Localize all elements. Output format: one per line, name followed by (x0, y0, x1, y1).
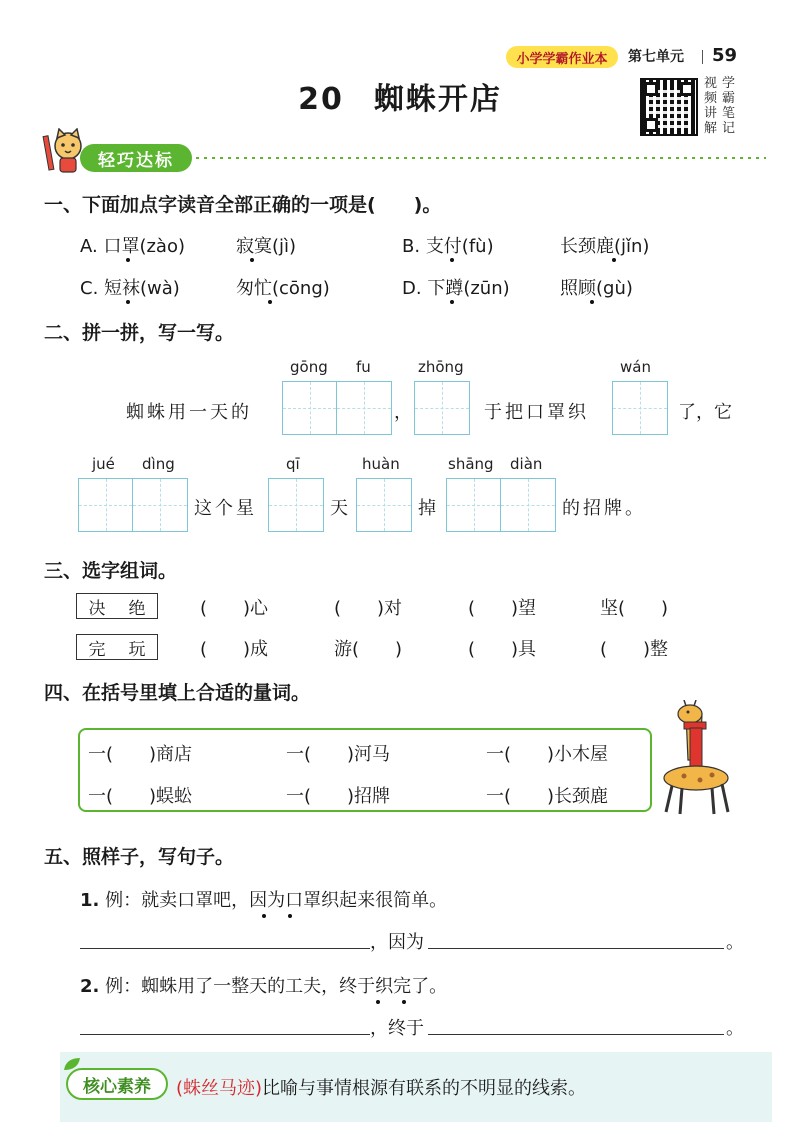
option-word: 短袜(wà) (104, 278, 180, 299)
option-word: 口罩(zào) (103, 236, 185, 257)
q1-option-b (402, 232, 494, 258)
measure-blank[interactable]: 一( )小木屋 (486, 744, 609, 765)
idiom-explanation: 比喻与事情根源有联系的不明显的线索。 (262, 1078, 587, 1099)
option-char: 决 (88, 598, 106, 619)
pinyin: wán (620, 358, 651, 376)
example-number: 1. (80, 890, 100, 911)
write-box-jueding[interactable] (78, 478, 188, 532)
lesson-number: 20 (298, 82, 344, 117)
option-char: 绝 (128, 598, 146, 619)
qr-label-notes: 学霸笔记 (722, 76, 736, 136)
q1-option-a (80, 232, 185, 258)
pinyin: gōng (290, 358, 328, 376)
pinyin: qī (286, 455, 300, 473)
measure-blank[interactable]: 一( )招牌 (286, 786, 391, 807)
q1-option-b-word2: 长颈鹿(jǐn) (560, 236, 650, 257)
emphasis-dot (250, 258, 254, 262)
emphasis-dot (450, 258, 454, 262)
q1-option-c (80, 274, 180, 300)
option-word: 下蹲(zūn) (427, 278, 510, 299)
q5-heading: 五、照样子，写句子。 (44, 846, 235, 868)
section-banner: 轻巧达标 (80, 144, 192, 172)
q2-text: 的招牌。 (562, 498, 646, 519)
q5-example-1 (80, 886, 447, 912)
emphasis-dot (268, 300, 272, 304)
measure-blank[interactable]: 一( )商店 (88, 744, 193, 765)
emphasis-dot (126, 258, 130, 262)
emphasis-dot (402, 1000, 406, 1004)
option-letter: B. (402, 236, 421, 257)
q5-fill-2: ，终于 (370, 1018, 424, 1039)
pinyin: huàn (362, 455, 400, 473)
word-blank[interactable]: ( )望 (468, 598, 537, 619)
q2-text: 这个星 (194, 498, 257, 519)
q1-heading: 一、下面加点字读音全部正确的一项是( )。 (44, 194, 442, 216)
idiom-phrase: (蛛丝马迹) (176, 1078, 263, 1099)
answer-line[interactable] (428, 948, 724, 949)
answer-line[interactable] (428, 1034, 724, 1035)
q1-option-c-word2: 匆忙(cōng) (236, 278, 330, 299)
write-box-gongfu[interactable] (282, 381, 392, 435)
pinyin: zhōng (418, 358, 464, 376)
sentence-end: 。 (726, 1018, 744, 1039)
page-number: 59 (712, 45, 738, 66)
q2-text: 了，它 (678, 402, 732, 423)
sentence-end: 。 (726, 932, 744, 953)
q1-option-d-word2: 照顾(gù) (560, 278, 633, 299)
word-blank[interactable]: ( )对 (334, 598, 403, 619)
q4-heading: 四、在括号里填上合适的量词。 (44, 682, 311, 704)
emphasis-dot (450, 300, 454, 304)
measure-blank[interactable]: 一( )蜈蚣 (88, 786, 193, 807)
pinyin: diàn (510, 455, 543, 473)
unit-label: 第七单元 (628, 49, 684, 65)
q1-option-d (402, 274, 510, 300)
answer-line[interactable] (80, 948, 370, 949)
core-literacy-text (176, 1074, 586, 1100)
char-options-jue (76, 593, 158, 619)
pinyin: dìng (142, 455, 175, 473)
giraffe-icon (656, 700, 736, 820)
option-letter: A. (80, 236, 98, 257)
write-box-shangdian[interactable] (446, 478, 556, 532)
write-box-huan[interactable] (356, 478, 412, 532)
core-literacy-tag: 核心素养 (66, 1068, 168, 1100)
q2-heading: 二、拼一拼，写一写。 (44, 322, 235, 344)
option-char: 玩 (128, 639, 146, 660)
word-blank[interactable]: ( )具 (468, 639, 537, 660)
write-box-wan[interactable] (612, 381, 668, 435)
emphasis-dot (612, 258, 616, 262)
char-options-wan (76, 634, 158, 660)
lesson-name: 蜘蛛开店 (373, 82, 502, 117)
q5-fill-1: ，因为 (370, 932, 424, 953)
measure-blank[interactable]: 一( )河马 (286, 744, 391, 765)
q5-example-2 (80, 972, 447, 998)
example-sentence: 例：蜘蛛用了一整天的工夫，终于织完了。 (105, 976, 448, 997)
q1-option-a-word2: 寂寞(jì) (236, 236, 297, 257)
pinyin: shāng (448, 455, 494, 473)
emphasis-dot (376, 1000, 380, 1004)
qr-code-icon[interactable] (640, 78, 698, 136)
example-number: 2. (80, 976, 100, 997)
q2-text: 掉 (418, 498, 436, 519)
emphasis-dot (262, 914, 266, 918)
option-word: 支付(fù) (425, 236, 494, 257)
emphasis-dot (590, 300, 594, 304)
q3-heading: 三、选字组词。 (44, 560, 178, 582)
word-blank[interactable]: 坚( ) (600, 598, 669, 619)
write-box-zhong[interactable] (414, 381, 470, 435)
option-char: 完 (88, 639, 106, 660)
option-letter: D. (402, 278, 422, 299)
pinyin: fu (356, 358, 371, 376)
q2-text: 蜘蛛用一天的 (126, 402, 252, 423)
q2-text: 于把口罩织 (484, 402, 589, 423)
word-blank[interactable]: ( )整 (600, 639, 669, 660)
measure-blank[interactable]: 一( )长颈鹿 (486, 786, 609, 807)
dotted-divider (196, 157, 766, 159)
emphasis-dot (288, 914, 292, 918)
word-blank[interactable]: ( )成 (200, 639, 269, 660)
cat-mascot-icon (42, 128, 86, 174)
emphasis-dot (126, 300, 130, 304)
option-letter: C. (80, 278, 99, 299)
write-box-qi[interactable] (268, 478, 324, 532)
word-blank[interactable]: 游( ) (334, 639, 403, 660)
q2-text: ， (394, 402, 412, 423)
q2-text: 天 (330, 498, 348, 519)
pinyin: jué (92, 455, 115, 473)
qr-label-video: 视频讲解 (704, 76, 718, 136)
answer-line[interactable] (80, 1034, 370, 1035)
series-badge: 小学学霸作业本 (506, 46, 618, 68)
word-blank[interactable]: ( )心 (200, 598, 269, 619)
example-sentence: 例：就卖口罩吧，因为口罩织起来很简单。 (105, 890, 448, 911)
header-divider (702, 50, 703, 64)
